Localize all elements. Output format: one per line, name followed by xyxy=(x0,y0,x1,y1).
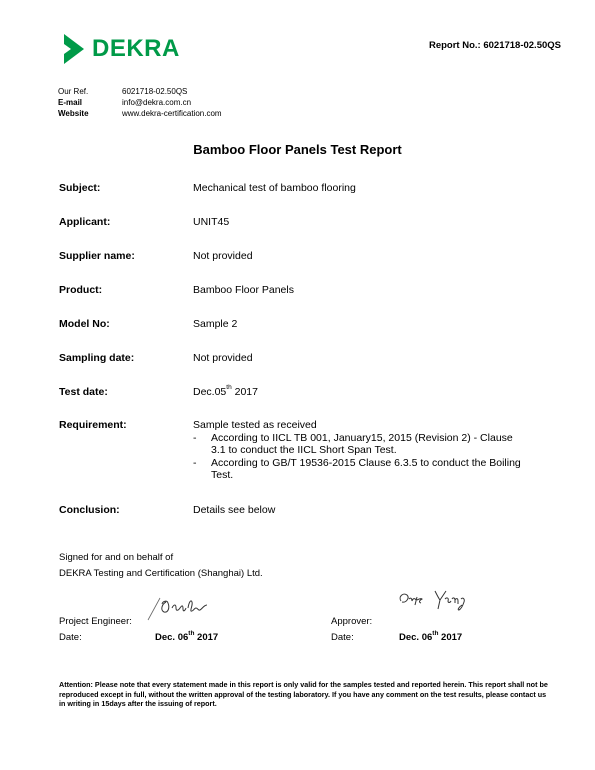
supplier-value: Not provided xyxy=(193,250,253,262)
signed-line-1: Signed for and on behalf of xyxy=(59,552,174,563)
applicant-label: Applicant: xyxy=(59,216,111,228)
conclusion-value: Details see below xyxy=(193,504,276,516)
ref-value[interactable]: info@dekra.com.cn xyxy=(122,98,192,107)
ref-row-website xyxy=(58,108,222,119)
ref-label: Website xyxy=(58,109,89,118)
engineer-signature xyxy=(140,588,230,624)
report-number: Report No.: 6021718-02.50QS xyxy=(428,40,561,51)
ref-label: E-mail xyxy=(58,98,83,107)
signed-on-behalf xyxy=(59,550,263,582)
approver-date-main: Dec. 06 xyxy=(399,632,433,643)
ref-row-our-ref xyxy=(58,86,222,97)
engineer-date-label: Date: xyxy=(59,632,82,643)
engineer-date-suffix: th xyxy=(188,630,195,637)
subject-label: Subject: xyxy=(59,182,101,194)
subject-value: Mechanical test of bamboo flooring xyxy=(193,182,356,194)
requirement-dash: - xyxy=(193,431,197,444)
dekra-logo-mark-icon xyxy=(62,32,86,66)
requirement-label: Requirement: xyxy=(59,419,127,431)
ref-label: Our Ref. xyxy=(58,87,89,96)
requirement-dash: - xyxy=(193,456,197,469)
sampling-date-value: Not provided xyxy=(193,352,253,364)
ref-value[interactable]: www.dekra-certification.com xyxy=(122,109,222,118)
signed-line-2: DEKRA Testing and Certification (Shanghai) Ltd. xyxy=(59,568,263,579)
requirement-text: According to IICL TB 001, January15, 2015 (Revision 2) - Clause 3.1 to conduct the IICL Short Span Test. xyxy=(211,431,513,456)
requirement-value xyxy=(193,419,523,482)
applicant-value: UNIT45 xyxy=(193,216,230,228)
engineer-date-main: Dec. 06 xyxy=(155,632,189,643)
dekra-logo xyxy=(62,32,180,66)
sampling-date-label: Sampling date: xyxy=(59,352,135,364)
requirement-text: According to GB/T 19536-2015 Clause 6.3.5 to conduct the Boiling Test. xyxy=(211,456,521,481)
approver-date-suffix: th xyxy=(432,630,439,637)
approver-date-year: 2017 xyxy=(438,632,463,643)
product-label: Product: xyxy=(59,284,103,296)
approver-label: Approver: xyxy=(331,616,373,627)
logo-text: DEKRA xyxy=(92,35,180,62)
test-date-label: Test date: xyxy=(59,386,108,398)
approver-date-value xyxy=(399,632,462,643)
test-date-value xyxy=(193,386,258,398)
ref-row-email xyxy=(58,97,222,108)
test-date-suffix: th xyxy=(226,384,232,391)
attention-notice: Attention: Please note that every statement made in this report is only valid for the samples tested and reported herein. This report shall not be reproduced except in full, without the written approval of the testing laboratory. If you have any comment on the test results, please contact us in writing in 15days after the issuing of report. xyxy=(59,680,548,708)
engineer-date-value xyxy=(155,632,218,643)
approver-date-label: Date: xyxy=(331,632,354,643)
product-value: Bamboo Floor Panels xyxy=(193,284,294,296)
reference-block xyxy=(58,86,222,119)
project-engineer-label: Project Engineer: xyxy=(59,616,132,627)
engineer-date-year: 2017 xyxy=(194,632,219,643)
model-label: Model No: xyxy=(59,318,110,330)
report-title: Bamboo Floor Panels Test Report xyxy=(193,142,402,157)
approver-signature xyxy=(395,585,475,613)
supplier-label: Supplier name: xyxy=(59,250,135,262)
ref-value: 6021718-02.50QS xyxy=(122,87,188,96)
requirement-intro: Sample tested as received xyxy=(193,419,317,431)
requirement-item xyxy=(193,432,523,457)
model-value: Sample 2 xyxy=(193,318,238,330)
conclusion-label: Conclusion: xyxy=(59,504,120,516)
test-date-year: 2017 xyxy=(231,386,258,398)
test-date-main: Dec.05 xyxy=(193,386,227,398)
requirement-item xyxy=(193,457,523,482)
